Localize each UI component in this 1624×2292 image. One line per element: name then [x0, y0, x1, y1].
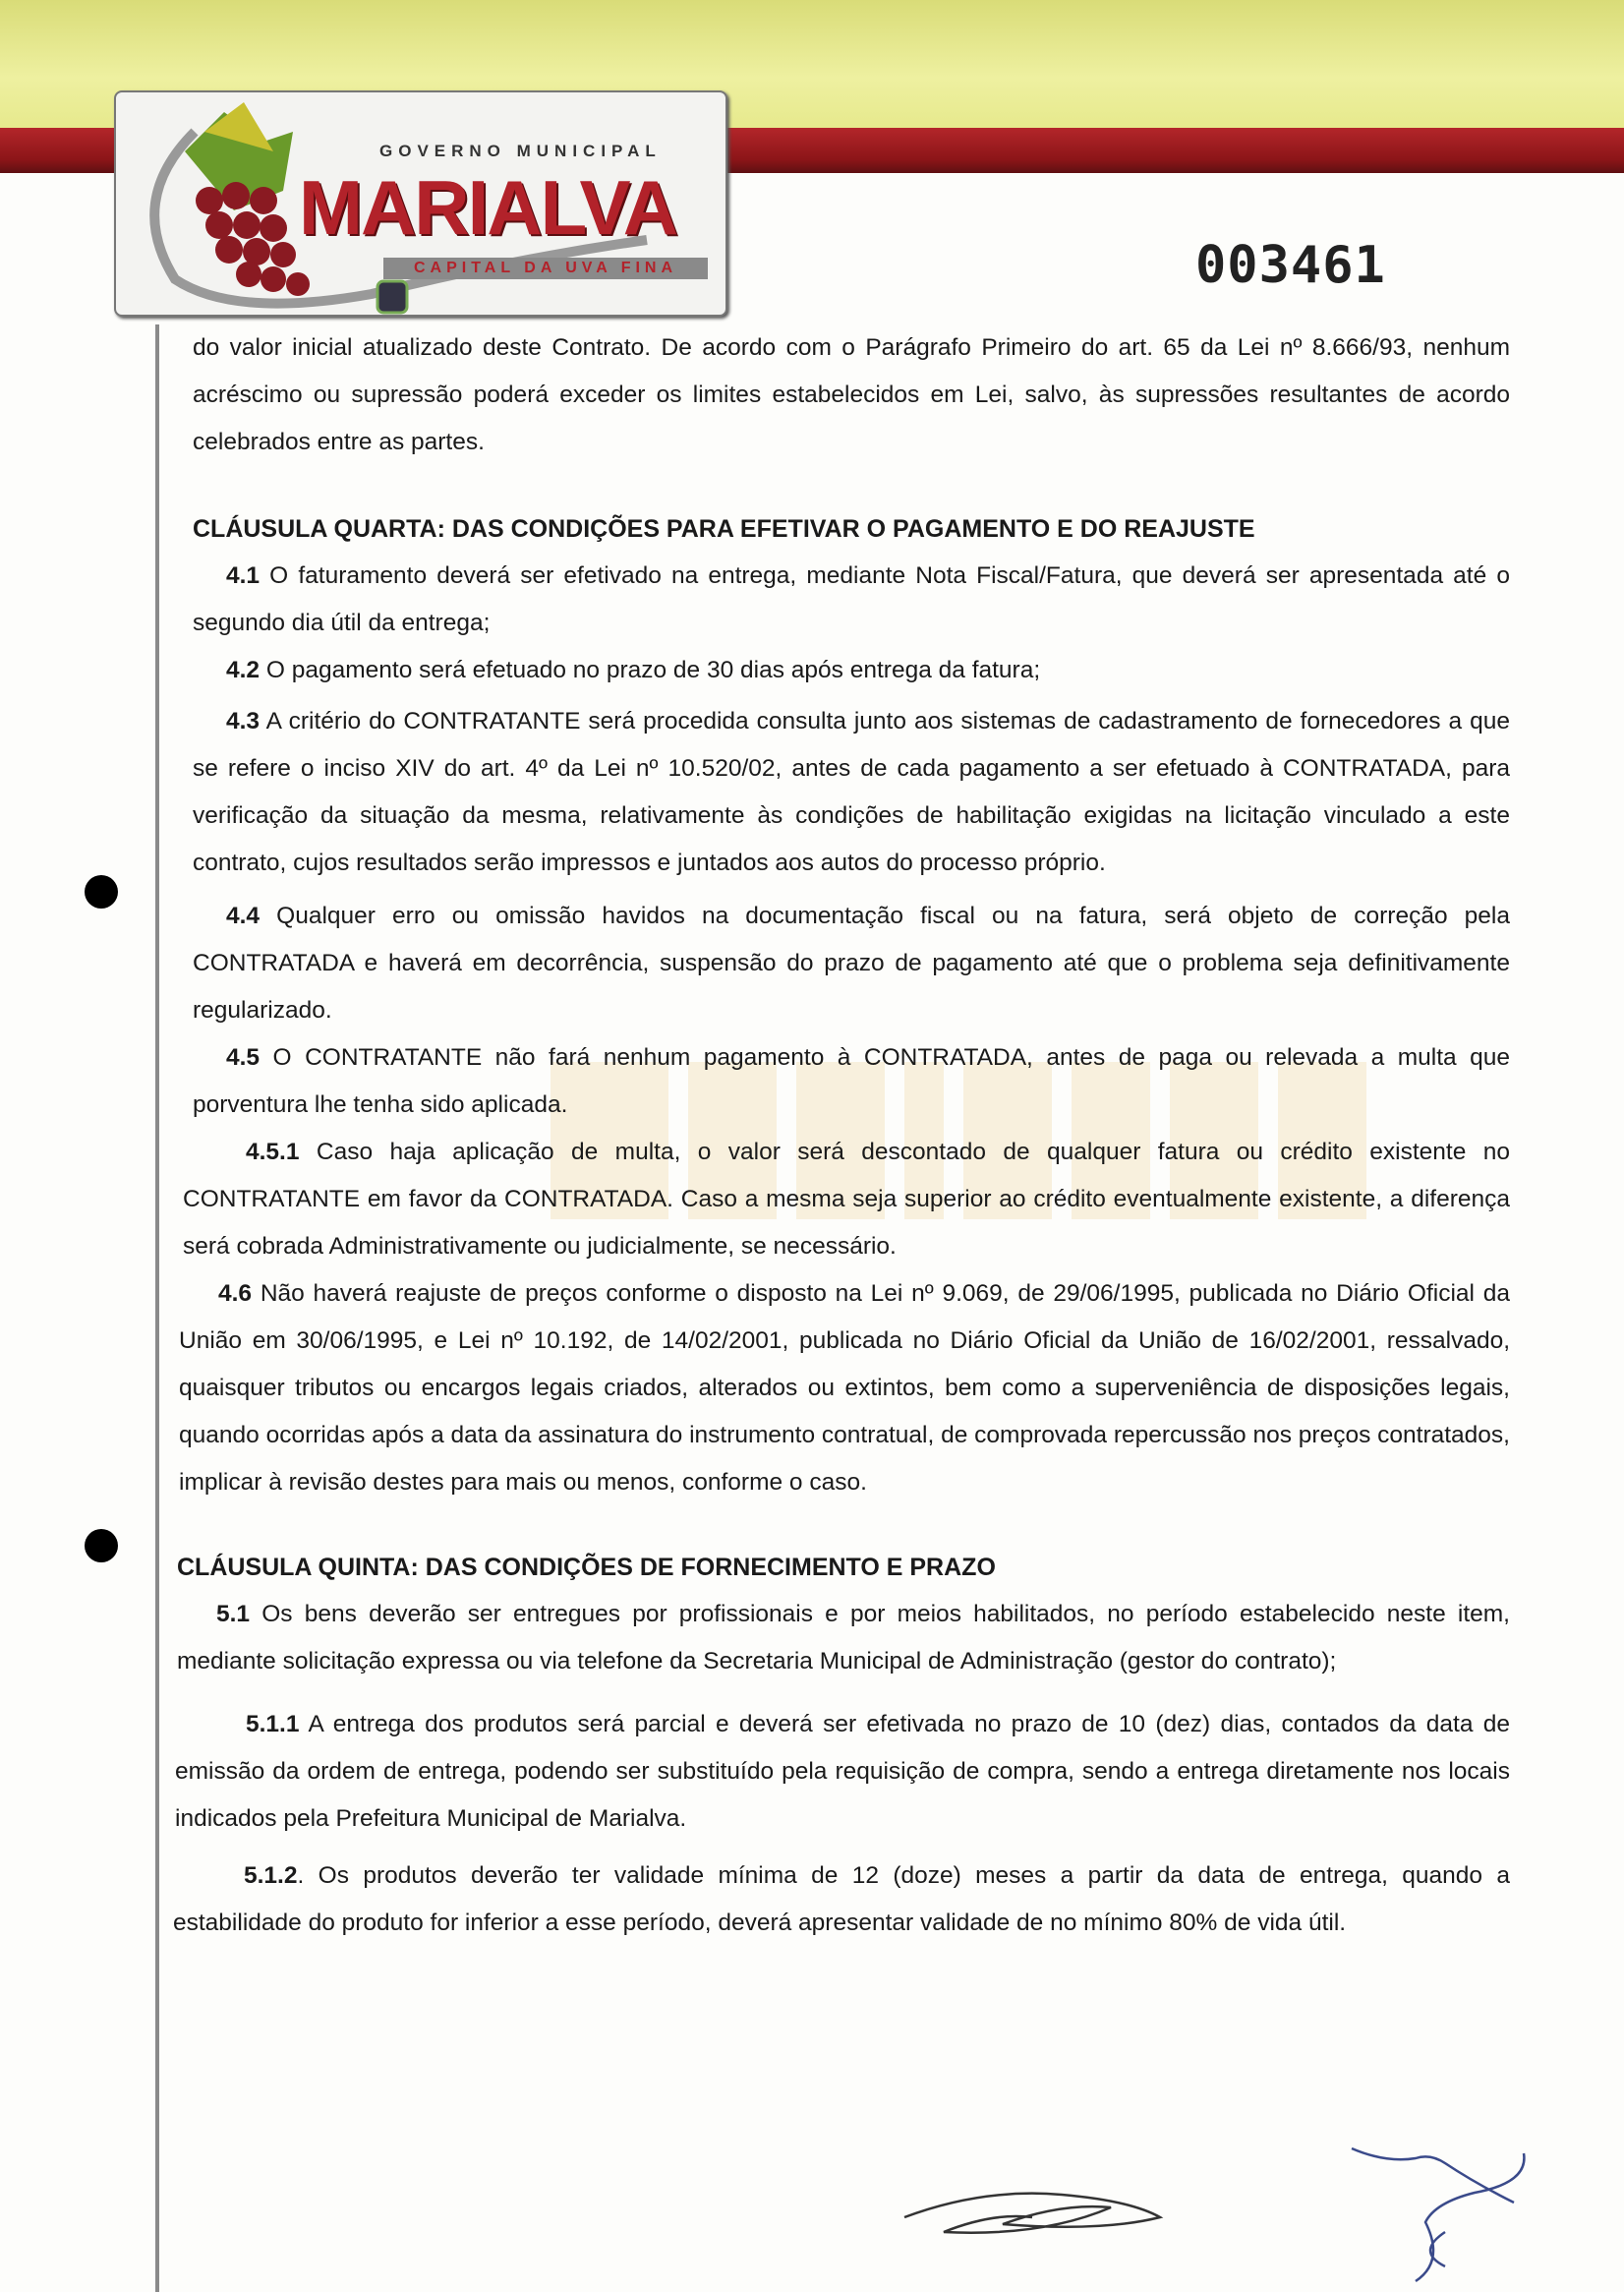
paragraph-intro: do valor inicial atualizado deste Contrato. De acordo com o Parágrafo Primeiro do art. 65 da Lei nº 8.666/93, nenhum acréscimo ou supressão poderá exceder os limites estabelecidos em Lei, salvo, às supressões resultantes de acordo celebrados entre as partes. [193, 334, 1510, 455]
logo-name: MARIALVA [299, 164, 677, 251]
logo-subtitle: CAPITAL DA UVA FINA [383, 258, 708, 279]
clause-4-6: 4.6 Não haverá reajuste de preços conforme o disposto na Lei nº 9.069, de 29/06/1995, publicada no Diário Oficial da União em 30/06/1995, e Lei nº 10.192, de 14/02/2001, publicada no Diário Oficial da União de 16/02/2001, ressalvado, quaisquer tributos ou encargos legais criados, alterados ou extintos, bem como a superveniência de disposições legais, quando ocorridas após a data da assinatura do instrumento contratual, de comprovada repercussão nos preços contratados, implicar à revisão destes para mais ou menos, conforme o caso. [179, 1280, 1510, 1496]
clause-4-4: 4.4 Qualquer erro ou omissão havidos na documentação fiscal ou na fatura, será objeto de correção pela CONTRATADA e haverá em decorrência, suspensão do prazo de pagamento até que o problema seja definitivamente regularizado. [193, 903, 1510, 1024]
document-body [173, 324, 1510, 1947]
logo-top-text: GOVERNO MUNICIPAL [379, 142, 662, 160]
heading-clausula-quinta: CLÁUSULA QUINTA: DAS CONDIÇÕES DE FORNECIMENTO E PRAZO [177, 1554, 996, 1581]
clause-5-1-1: 5.1.1 A entrega dos produtos será parcial e deverá ser efetivada no prazo de 10 (dez) dias, contados da data de emissão da ordem de entrega, podendo ser substituído pela requisição de compra, sendo a entrega diretamente nos locais indicados pela Prefeitura Municipal de Marialva. [175, 1711, 1510, 1832]
clause-5-1: 5.1 Os bens deverão ser entregues por profissionais e por meios habilitados, no período estabelecido neste item, mediante solicitação expressa ou via telefone da Secretaria Municipal de Administração (gestor do contrato); [177, 1601, 1510, 1675]
clause-4-1: 4.1 O faturamento deverá ser efetivado na entrega, mediante Nota Fiscal/Fatura, que deverá ser apresentada até o segundo dia útil da entrega; [193, 562, 1510, 636]
heading-clausula-quarta: CLÁUSULA QUARTA: DAS CONDIÇÕES PARA EFETIVAR O PAGAMENTO E DO REAJUSTE [193, 515, 1255, 543]
document-number: 003461 [1195, 236, 1386, 295]
punch-hole [85, 875, 118, 909]
signature-1 [904, 2194, 1160, 2233]
punch-hole [85, 1529, 118, 1562]
clause-4-3: 4.3 A critério do CONTRATANTE será procedida consulta junto aos sistemas de cadastramento de fornecedores a que se refere o inciso XIV do art. 4º da Lei nº 10.520/02, antes de cada pagamento a ser efetuado à CONTRATADA, para verificação da situação da mesma, relativamente às condições de habilitação exigidas na licitação vinculado a este contrato, cujos resultados serão impressos e juntados aos autos do processo próprio. [193, 708, 1510, 876]
clause-4-2: 4.2 O pagamento será efetuado no prazo de 30 dias após entrega da fatura; [226, 657, 1041, 683]
clause-5-1-2: 5.1.2. Os produtos deverão ter validade mínima de 12 (doze) meses a partir da data de entrega, quando a estabilidade do produto for inferior a esse período, deverá apresentar validade de no mínimo 80% de vida útil. [173, 1862, 1510, 1936]
signature-2 [1352, 2148, 1524, 2281]
marialva-logo [114, 90, 727, 317]
clause-4-5: 4.5 O CONTRATANTE não fará nenhum pagamento à CONTRATADA, antes de paga ou relevada a multa que porventura lhe tenha sido aplicada. [193, 1044, 1510, 1118]
clause-4-5-1: 4.5.1 Caso haja aplicação de multa, o valor será descontado de qualquer fatura ou crédito existente no CONTRATANTE em favor da CONTRATADA. Caso a mesma seja superior ao crédito eventualmente existente, a diferença será cobrada Administrativamente ou judicialmente, se necessário. [183, 1139, 1510, 1260]
margin-line [155, 324, 159, 2292]
